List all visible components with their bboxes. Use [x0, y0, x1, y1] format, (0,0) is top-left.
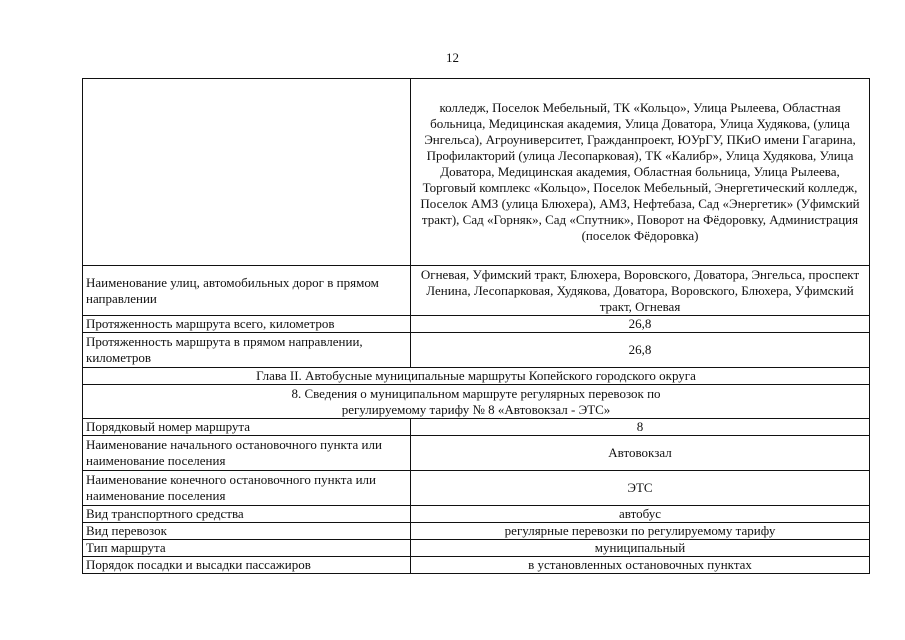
streets-forward-label: Наименование улиц, автомобильных дорог в прямом направлении [83, 266, 411, 316]
table-row [83, 333, 870, 368]
table-row [83, 557, 870, 574]
page-number: 12 [446, 50, 459, 65]
table-row [83, 368, 870, 385]
length-total-label: Протяженность маршрута всего, километров [83, 316, 411, 333]
start-stop-label: Наименование начального остановочного пункта или наименование поселения [83, 436, 411, 471]
stops-continuation-value: колледж, Поселок Мебельный, ТК «Кольцо», Улица Рылеева, Областная больница, Медицинская академия, Улица Доватора, Улица Худякова, (улица Энгельса), Агроуниверситет, Гражданпроект, ЮУрГУ, ПКиО имени Гагарина, Профилакторий (улица Лесопарковая), ТК «Калибр», Улица Худякова, Улица Доватора, Медицинская академия, Областная больница, Улица Рылеева, Торговый комплекс «Кольцо», Поселок Мебельный, Энергетический колледж, Поселок АМЗ (улица Блюхера), АМЗ, Нефтебаза, Сад «Энергетик» (Уфимский тракт), Сад «Горняк», Сад «Спутник», Поворот на Фёдоровку, Администрация (поселок Фёдоровка) [411, 79, 870, 266]
route-number-label: Порядковый номер маршрута [83, 419, 411, 436]
vehicle-type-label: Вид транспортного средства [83, 506, 411, 523]
start-stop-value: Автовокзал [411, 436, 870, 471]
length-forward-value: 26,8 [411, 333, 870, 368]
stops-continuation-label [83, 79, 411, 266]
table-row [83, 316, 870, 333]
route-type-label: Тип маршрута [83, 540, 411, 557]
table-row [83, 419, 870, 436]
vehicle-type-value: автобус [411, 506, 870, 523]
route-number-value: 8 [411, 419, 870, 436]
table-row [83, 523, 870, 540]
transport-kind-label: Вид перевозок [83, 523, 411, 540]
chapter-heading: Глава II. Автобусные муниципальные маршруты Копейского городского округа [83, 368, 870, 385]
table-row [83, 506, 870, 523]
table-row [83, 540, 870, 557]
route-info-table [82, 78, 870, 574]
section-heading: 8. Сведения о муниципальном маршруте регулярных перевозок по регулируемому тарифу № 8 «Автовокзал - ЭТС» [83, 385, 870, 419]
route-type-value: муниципальный [411, 540, 870, 557]
end-stop-label: Наименование конечного остановочного пункта или наименование поселения [83, 471, 411, 506]
table-row [83, 471, 870, 506]
table-row [83, 385, 870, 419]
table-row [83, 266, 870, 316]
streets-forward-value: Огневая, Уфимский тракт, Блюхера, Воровского, Доватора, Энгельса, проспект Ленина, Лесопарковая, Худякова, Доватора, Воровского, Блюхера, Уфимский тракт, Огневая [411, 266, 870, 316]
length-total-value: 26,8 [411, 316, 870, 333]
table-row [83, 436, 870, 471]
boarding-order-label: Порядок посадки и высадки пассажиров [83, 557, 411, 574]
boarding-order-value: в установленных остановочных пунктах [411, 557, 870, 574]
table-row [83, 79, 870, 266]
transport-kind-value: регулярные перевозки по регулируемому тарифу [411, 523, 870, 540]
end-stop-value: ЭТС [411, 471, 870, 506]
length-forward-label: Протяженность маршрута в прямом направлении, километров [83, 333, 411, 368]
